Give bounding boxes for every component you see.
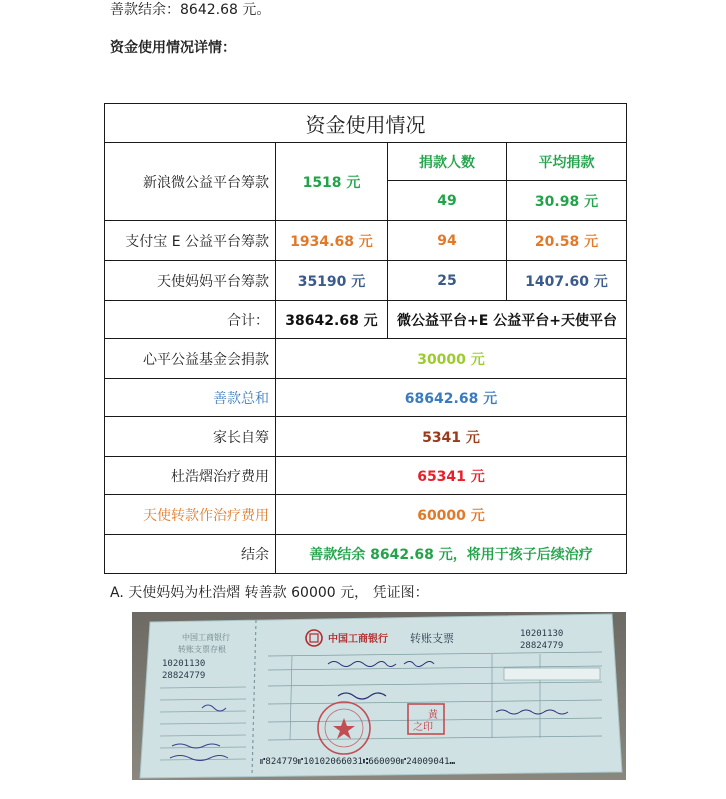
stub-number-2: 28824779: [162, 671, 206, 681]
sina-amount: 1518 元: [276, 143, 388, 221]
stub-doc-type: 转账支票存根: [178, 645, 226, 654]
stub-number: 10201130: [162, 659, 206, 669]
medical-label: 杜浩熠治疗费用: [105, 457, 276, 495]
personal-stamp-text-2: 黄: [428, 710, 438, 721]
subtotal-label: 合计：: [105, 301, 276, 339]
alipay-average: 20.58 元: [507, 221, 627, 261]
total-amount: 68642.68 元: [276, 379, 627, 417]
sina-donors: 49: [388, 181, 507, 221]
alipay-donors: 94: [388, 221, 507, 261]
balance-amount: 善款结余 8642.68 元，将用于孩子后续治疗: [276, 535, 627, 574]
cheque-caption: A. 天使妈妈为杜浩熠 转善款 60000 元， 凭证图：: [110, 585, 429, 601]
balance-label: 结余: [105, 535, 276, 574]
alipay-label: 支付宝 E 公益平台筹款: [105, 221, 276, 261]
header-donors: 捐款人数: [388, 143, 507, 181]
section-title: 资金使用情况详情：: [110, 40, 236, 56]
stub-bank-name: 中国工商银行: [182, 633, 230, 642]
table-caption: 资金使用情况: [105, 104, 627, 143]
angel-amount: 35190 元: [276, 261, 388, 301]
angel-donors: 25: [388, 261, 507, 301]
transfer-amount: 60000 元: [276, 495, 627, 535]
cheque-bank-name: 中国工商银行: [328, 634, 388, 645]
family-amount: 5341 元: [276, 417, 627, 457]
total-label: 善款总和: [105, 379, 276, 417]
sina-average: 30.98 元: [507, 181, 627, 221]
xinping-label: 心平公益基金会捐款: [105, 339, 276, 379]
micr-line: ⑈824779⑈10102066031⑆660090⑈24009041⑉: [260, 757, 455, 767]
angel-average: 1407.60 元: [507, 261, 627, 301]
family-label: 家长自筹: [105, 417, 276, 457]
subtotal-amount: 38642.68 元: [276, 301, 388, 339]
sina-label: 新浪微公益平台筹款: [105, 143, 276, 221]
balance-summary-line: 善款结余：8642.68 元。: [110, 2, 271, 18]
cheque-number: 10201130: [520, 629, 564, 639]
cheque-doc-type: 转账支票: [410, 632, 454, 645]
personal-stamp-text: 之印: [413, 722, 433, 733]
medical-amount: 65341 元: [276, 457, 627, 495]
alipay-amount: 1934.68 元: [276, 221, 388, 261]
cheque-photo: [132, 612, 626, 780]
cheque-number-sub: 28824779: [520, 641, 564, 651]
transfer-label: 天使转款作治疗费用: [105, 495, 276, 535]
angel-label: 天使妈妈平台筹款: [105, 261, 276, 301]
xinping-amount: 30000 元: [276, 339, 627, 379]
fund-usage-table: [104, 103, 627, 574]
header-average: 平均捐款: [507, 143, 627, 181]
subtotal-note: 微公益平台+E 公益平台+天使平台: [388, 301, 627, 339]
